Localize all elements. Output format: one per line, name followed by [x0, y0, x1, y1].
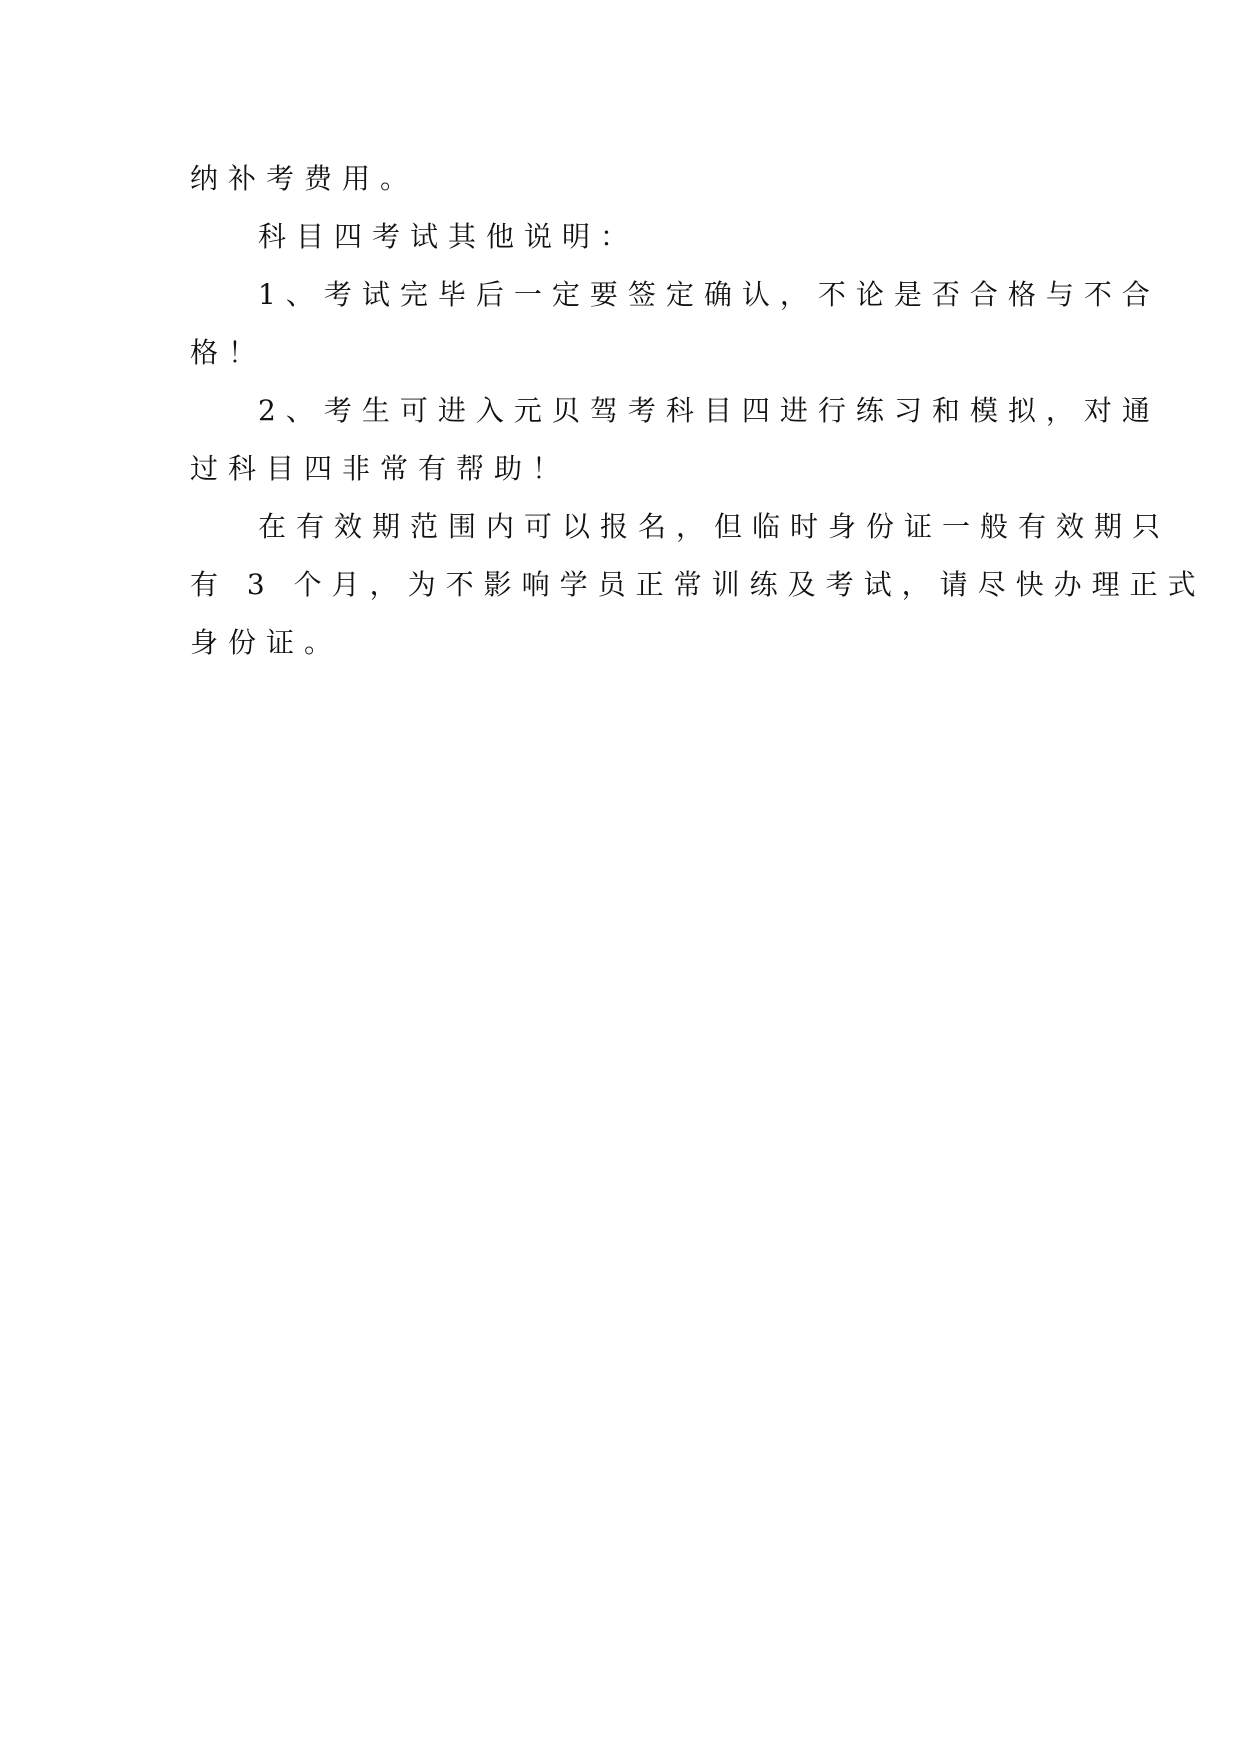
text-line: 1、考试完毕后一定要签定确认，不论是否合格与不合 — [258, 278, 1160, 311]
text-line: 过科目四非常有帮助！ — [190, 452, 571, 485]
text-line: 格！ — [190, 336, 267, 369]
text-line: 身份证。 — [190, 626, 343, 659]
section-heading: 科目四考试其他说明： — [258, 220, 639, 253]
text-line: 在有效期范围内可以报名，但临时身份证一般有效期只 — [258, 510, 1171, 543]
text-line: 2、考生可进入元贝驾考科目四进行练习和模拟，对通 — [258, 394, 1160, 427]
document-body — [190, 150, 1206, 672]
text-line: 有 3 个月，为不影响学员正常训练及考试，请尽快办理正式 — [190, 568, 1206, 601]
text-line: 纳补考费用。 — [190, 162, 419, 195]
